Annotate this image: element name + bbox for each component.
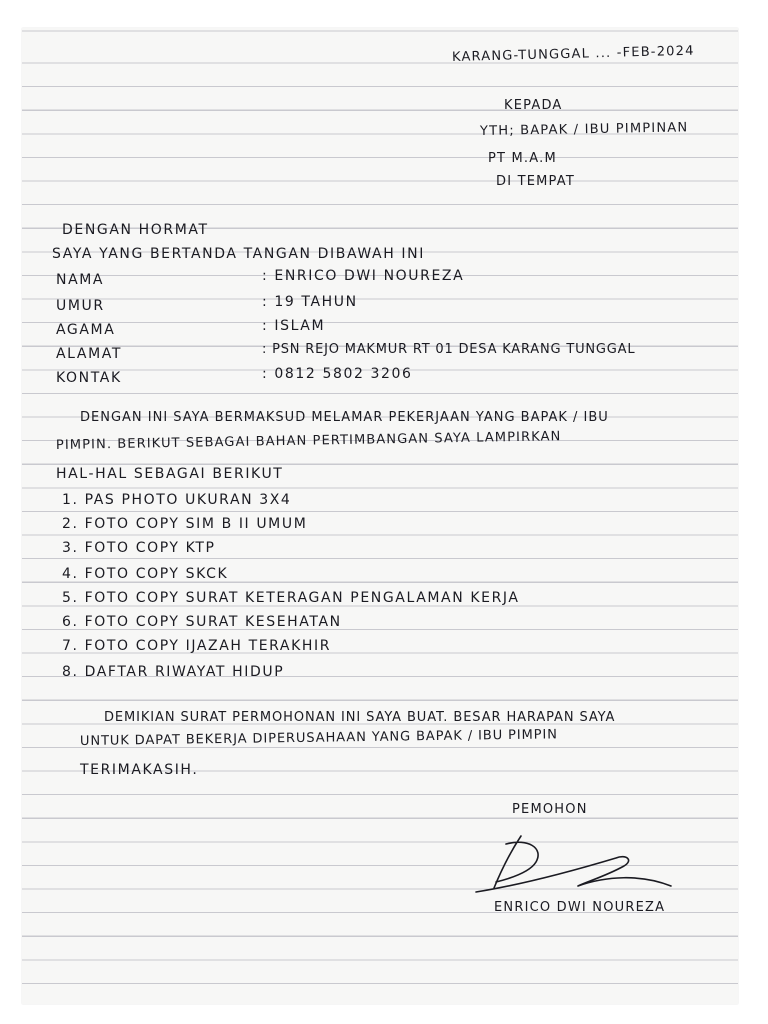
signer-name: ENRICO DWI NOUREZA <box>494 900 666 915</box>
attachment-item: 4. FOTO COPY SKCK <box>62 566 229 582</box>
identity-value: : 19 TAHUN <box>262 294 358 310</box>
identity-label: ALAMAT <box>56 346 122 362</box>
salutation: DENGAN HORMAT <box>62 222 209 238</box>
identity-label: AGAMA <box>56 322 116 338</box>
closing-line: DEMIKIAN SURAT PERMOHONAN INI SAYA BUAT. BESAR HARAPAN SAYA <box>104 710 616 725</box>
attachment-item: 6. FOTO COPY SURAT KESEHATAN <box>62 614 342 630</box>
identity-label: UMUR <box>56 298 105 314</box>
sign-label: PEMOHON <box>512 802 588 817</box>
identity-label: NAMA <box>56 272 105 288</box>
identity-value: : ENRICO DWI NOUREZA <box>262 268 465 284</box>
identity-value: : 0812 5802 3206 <box>262 366 413 382</box>
identity-label: KONTAK <box>56 370 122 386</box>
signature-drawing <box>466 826 676 906</box>
place-date: KARANG-TUNGGAL ... -FEB-2024 <box>451 43 695 65</box>
intro-line: SAYA YANG BERTANDA TANGAN DIBAWAH INI <box>52 246 425 262</box>
body-line: HAL-HAL SEBAGAI BERIKUT <box>56 466 284 482</box>
recipient-line: DI TEMPAT <box>496 174 575 189</box>
closing-line: TERIMAKASIH. <box>80 762 199 778</box>
attachment-item: 2. FOTO COPY SIM B II UMUM <box>62 516 308 532</box>
attachment-item: 8. DAFTAR RIWAYAT HIDUP <box>62 664 285 680</box>
attachment-item: 7. FOTO COPY IJAZAH TERAKHIR <box>62 638 332 654</box>
recipient-line: PT M.A.M <box>488 151 557 166</box>
closing-line: UNTUK DAPAT BEKERJA DIPERUSAHAAN YANG BAPAK / IBU PIMPIN <box>79 727 558 749</box>
recipient-line: YTH; BAPAK / IBU PIMPINAN <box>479 120 689 139</box>
body-line: DENGAN INI SAYA BERMAKSUD MELAMAR PEKERJAAN YANG BAPAK / IBU <box>80 410 609 425</box>
identity-value: : ISLAM <box>262 318 326 334</box>
attachment-item: 1. PAS PHOTO UKURAN 3X4 <box>62 492 292 508</box>
body-line: PIMPIN. BERIKUT SEBAGAI BAHAN PERTIMBANGAN SAYA LAMPIRKAN <box>55 429 562 453</box>
identity-value: : PSN REJO MAKMUR RT 01 DESA KARANG TUNGGAL <box>262 342 636 357</box>
attachment-item: 3. FOTO COPY KTP <box>62 540 216 556</box>
recipient-line: KEPADA <box>504 98 563 113</box>
attachment-item: 5. FOTO COPY SURAT KETERAGAN PENGALAMAN KERJA <box>62 590 520 606</box>
